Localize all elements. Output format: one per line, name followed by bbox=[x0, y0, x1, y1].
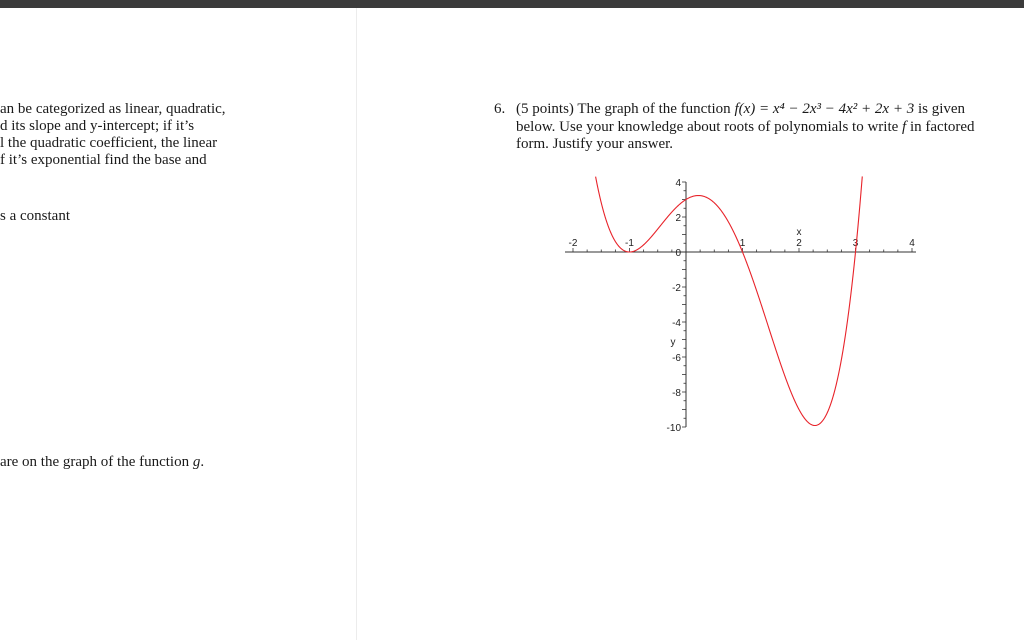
problem-text: (5 points) The graph of the function bbox=[516, 101, 735, 117]
y-tick-label: -10 bbox=[666, 423, 681, 434]
x-tick-label: -1 bbox=[625, 238, 634, 249]
left-line: f it’s exponential find the base and bbox=[0, 152, 207, 168]
y-tick-label: 4 bbox=[675, 178, 681, 189]
problem-text: is given bbox=[914, 101, 966, 117]
x-tick-label: -2 bbox=[568, 238, 578, 249]
period: . bbox=[200, 454, 205, 470]
x-axis-label: x bbox=[796, 227, 802, 238]
x-tick-label: 2 bbox=[796, 238, 802, 249]
function-curve bbox=[596, 176, 863, 425]
left-line: l the quadratic coefficient, the linear bbox=[0, 135, 218, 151]
function-variable: g bbox=[192, 454, 201, 470]
y-axis-label: y bbox=[670, 336, 676, 348]
left-line: an be categorized as linear, quadratic, bbox=[0, 101, 226, 117]
left-line: d its slope and y-intercept; if it’s bbox=[0, 118, 195, 134]
problem-line-3: form. Justify your answer. bbox=[516, 136, 674, 152]
x-tick-label: 1 bbox=[739, 238, 746, 249]
y-tick-label: -2 bbox=[672, 283, 681, 294]
function-variable: f bbox=[902, 118, 907, 135]
function-formula: f(x) = x⁴ − 2x³ − 4x² + 2x + 3 bbox=[734, 101, 915, 117]
y-tick-label: 2 bbox=[675, 213, 681, 224]
y-tick-label: 0 bbox=[675, 248, 681, 259]
left-line: are on the graph of the function bbox=[0, 454, 193, 470]
problem-text: in factored bbox=[906, 118, 975, 135]
x-tick-label: 3 bbox=[852, 238, 859, 249]
x-tick-label: 4 bbox=[909, 238, 915, 249]
left-line: s a constant bbox=[0, 208, 70, 224]
problem-text: below. Use your knowledge about roots of polynomials to write bbox=[516, 118, 903, 135]
y-tick-label: -4 bbox=[672, 318, 681, 329]
problem-number: 6. bbox=[494, 101, 506, 117]
y-tick-label: -8 bbox=[672, 388, 681, 399]
y-tick-label: -6 bbox=[672, 353, 681, 364]
